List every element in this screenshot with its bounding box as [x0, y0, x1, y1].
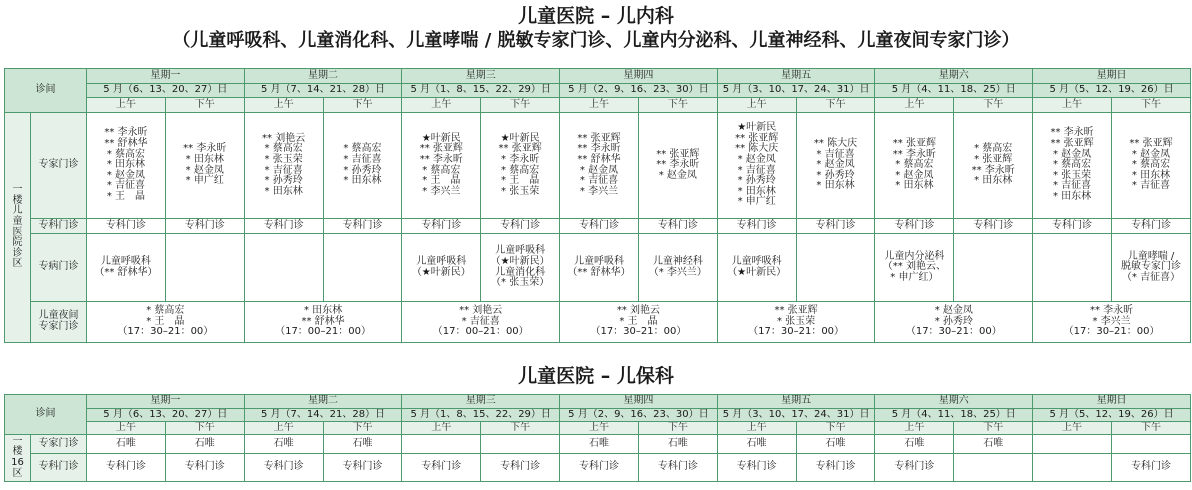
specialty-cell: 专科门诊: [402, 219, 481, 234]
day-dates-4: 5 月（2、9、16、23、30）日: [560, 84, 718, 98]
am-header: 上午: [87, 98, 166, 113]
disease-cell: 儿童呼吸科 （** 舒林华）: [87, 234, 166, 302]
specialty-cell: 专科门诊: [717, 454, 796, 482]
specialty-cell: 专科门诊: [481, 219, 560, 234]
specialty-cell: 专科门诊: [87, 454, 166, 482]
am-header: 上午: [717, 422, 796, 435]
disease-cell: 儿童神经科 （* 李兴兰）: [638, 234, 717, 302]
specialty-cell: 专科门诊: [560, 219, 639, 234]
night-cell: ** 刘艳云 * 王 晶 （17：30–21：00）: [560, 302, 718, 343]
pm-header: 下午: [323, 422, 402, 435]
day-dates-6: 5 月（4、11、18、25）日: [875, 409, 1033, 422]
pm-header: 下午: [796, 98, 875, 113]
day-name: 星期五: [781, 395, 812, 407]
specialty-cell: 专科门诊: [1111, 219, 1190, 234]
day-name: 星期六: [938, 395, 969, 407]
specialty-cell: 专科门诊: [717, 219, 796, 234]
night-cell: * 蔡高宏 * 王 晶 （17：30–21：00）: [87, 302, 245, 343]
disease-cell: [323, 234, 402, 302]
expert-cell: 石唯: [244, 435, 323, 454]
day-dates-2: 5 月（7、14、21、28）日: [244, 409, 402, 422]
day-dates-1: 5 月（6、13、20、27）日: [87, 409, 245, 422]
floor-label: 一 楼 儿 童 医 院 诊 区: [5, 113, 31, 343]
night-cell: * 田东林 ** 舒林华 （17：00–21：00）: [244, 302, 402, 343]
expert-cell: [402, 435, 481, 454]
corner-label: 诊间: [5, 395, 87, 435]
day-name: 星期日: [1096, 395, 1127, 407]
day-header-5: [717, 395, 875, 409]
pm-header: 下午: [954, 98, 1033, 113]
day-header-4: [560, 395, 718, 409]
am-header: 上午: [244, 98, 323, 113]
day-name: 星期四: [623, 69, 654, 81]
day-name: 星期三: [465, 395, 496, 407]
disease-cell: 儿童呼吸科 （★叶新民）: [717, 234, 796, 302]
expert-cell: ★叶新民 ** 张亚辉 ** 陈大庆 * 赵金凤 * 吉征喜 * 孙秀玲 * 田东林 * 申广红: [717, 113, 796, 219]
expert-cell: 石唯: [875, 435, 954, 454]
day-dates-5: 5 月（3、10、17、24、31）日: [717, 84, 875, 98]
pm-header: 下午: [796, 422, 875, 435]
pm-header: 下午: [165, 98, 244, 113]
day-header-7: [1033, 69, 1191, 84]
pediatrics-schedule-table: [4, 68, 1191, 343]
day-dates-3: 5 月（1、8、15、22、29）日: [402, 409, 560, 422]
disease-cell: [796, 234, 875, 302]
pm-header: 下午: [481, 98, 560, 113]
row-label-specialty: 专科门诊: [31, 454, 87, 482]
day-name: 星期三: [465, 69, 496, 81]
specialty-cell: 专科门诊: [244, 219, 323, 234]
specialty-cell: [1033, 454, 1112, 482]
day-header-1: [87, 69, 245, 84]
disease-cell: 儿童呼吸科 （★叶新民）: [402, 234, 481, 302]
expert-cell: ** 李永昕 * 田东林 * 赵金凤 * 申广红: [165, 113, 244, 219]
day-dates-6: 5 月（4、11、18、25）日: [875, 84, 1033, 98]
page-subtitle: （儿童呼吸科、儿童消化科、儿童哮喘 / 脱敏专家门诊、儿童内分泌科、儿童神经科、儿童夜间专家门诊）: [172, 30, 1020, 51]
day-header-2: [244, 395, 402, 409]
day-header-6: [875, 395, 1033, 409]
am-header: 上午: [244, 422, 323, 435]
day-name: 星期二: [308, 395, 339, 407]
specialty-cell: 专科门诊: [638, 454, 717, 482]
expert-cell: 石唯: [560, 435, 639, 454]
row-label-night: 儿童夜间 专家门诊: [31, 302, 87, 343]
disease-cell: 儿童呼吸科 （** 舒林华）: [560, 234, 639, 302]
specialty-cell: 专科门诊: [875, 219, 954, 234]
disease-cell: 儿童呼吸科 （★叶新民） 儿童消化科 （* 张玉荣）: [481, 234, 560, 302]
expert-cell: ** 李永昕 ** 舒林华 * 蔡高宏 * 田东林 * 赵金凤 * 吉征喜 * 王 晶: [87, 113, 166, 219]
expert-cell: * 蔡高宏 * 张亚辉 ** 李永昕 * 田东林: [954, 113, 1033, 219]
expert-cell: 石唯: [323, 435, 402, 454]
pm-header: 下午: [481, 422, 560, 435]
pm-header: 下午: [323, 98, 402, 113]
am-header: 上午: [402, 98, 481, 113]
row-label-disease: 专病门诊: [31, 234, 87, 302]
pm-header: 下午: [1111, 422, 1190, 435]
day-dates-1: 5 月（6、13、20、27）日: [87, 84, 245, 98]
day-name: 星期五: [781, 69, 812, 81]
expert-cell: ★叶新民 ** 张亚辉 ** 李永昕 * 蔡高宏 * 王 晶 * 李兴兰: [402, 113, 481, 219]
day-header-5: [717, 69, 875, 84]
am-header: 上午: [87, 422, 166, 435]
day-name: 星期一: [150, 69, 181, 81]
day-header-6: [875, 69, 1033, 84]
specialty-cell: 专科门诊: [796, 454, 875, 482]
expert-cell: ** 陈大庆 * 吉征喜 * 赵金凤 * 孙秀玲 * 田东林: [796, 113, 875, 219]
specialty-cell: 专科门诊: [638, 219, 717, 234]
am-header: 上午: [560, 98, 639, 113]
day-header-7: [1033, 395, 1191, 409]
day-header-3: [402, 69, 560, 84]
specialty-cell: 专科门诊: [165, 219, 244, 234]
day-dates-4: 5 月（2、9、16、23、30）日: [560, 409, 718, 422]
disease-cell: [244, 234, 323, 302]
expert-cell: 石唯: [165, 435, 244, 454]
pm-header: 下午: [638, 422, 717, 435]
expert-cell: ** 张亚辉 * 赵金凤 * 蔡高宏 * 田东林 * 吉征喜: [1111, 113, 1190, 219]
expert-cell: * 蔡高宏 * 吉征喜 * 孙秀玲 * 田东林: [323, 113, 402, 219]
expert-cell: ** 李永昕 ** 张亚辉 * 赵金凤 * 蔡高宏 * 张玉荣 * 吉征喜 * 田东林: [1033, 113, 1112, 219]
pm-header: 下午: [638, 98, 717, 113]
pm-header: 下午: [165, 422, 244, 435]
day-name: 星期二: [308, 69, 339, 81]
floor-label: 一 楼 16 区: [5, 435, 31, 482]
section-title: 儿童医院 – 儿保科: [518, 365, 674, 387]
expert-cell: ** 张亚辉 ** 李永昕 * 蔡高宏 * 赵金凤 * 田东林: [875, 113, 954, 219]
disease-cell: 儿童哮喘 / 脱敏专家门诊 （* 吉征喜）: [1111, 234, 1190, 302]
expert-cell: [1111, 435, 1190, 454]
am-header: 上午: [717, 98, 796, 113]
specialty-cell: 专科门诊: [796, 219, 875, 234]
night-cell: * 赵金凤 * 孙秀玲 （17：30–21：00）: [875, 302, 1033, 343]
day-header-3: [402, 395, 560, 409]
specialty-cell: 专科门诊: [323, 454, 402, 482]
specialty-cell: 专科门诊: [402, 454, 481, 482]
expert-cell: 石唯: [87, 435, 166, 454]
pm-header: 下午: [954, 422, 1033, 435]
specialty-cell: 专科门诊: [87, 219, 166, 234]
day-name: 星期四: [623, 395, 654, 407]
disease-cell: [165, 234, 244, 302]
night-cell: ** 李永昕 * 李兴兰 （17：30–21：00）: [1033, 302, 1191, 343]
night-cell: ** 张亚辉 * 张玉荣 （17：30–21：00）: [717, 302, 875, 343]
expert-cell: ** 刘艳云 * 蔡高宏 * 张玉荣 * 吉征喜 * 孙秀玲 * 田东林: [244, 113, 323, 219]
row-label-expert: 专家门诊: [31, 113, 87, 219]
pm-header: 下午: [1111, 98, 1190, 113]
am-header: 上午: [560, 422, 639, 435]
expert-cell: 石唯: [796, 435, 875, 454]
disease-cell: [954, 234, 1033, 302]
day-dates-2: 5 月（7、14、21、28）日: [244, 84, 402, 98]
day-dates-7: 5 月（5、12、19、26）日: [1033, 84, 1191, 98]
day-name: 星期六: [938, 69, 969, 81]
am-header: 上午: [875, 422, 954, 435]
expert-cell: 石唯: [954, 435, 1033, 454]
expert-cell: [481, 435, 560, 454]
am-header: 上午: [1033, 422, 1112, 435]
day-header-1: [87, 395, 245, 409]
disease-cell: [1033, 234, 1112, 302]
specialty-cell: 专科门诊: [244, 454, 323, 482]
specialty-cell: 专科门诊: [954, 219, 1033, 234]
row-label-specialty: 专科门诊: [31, 219, 87, 234]
expert-cell: ★叶新民 ** 张亚辉 * 李永昕 * 蔡高宏 * 王 晶 * 张玉荣: [481, 113, 560, 219]
day-dates-7: 5 月（5、12、19、26）日: [1033, 409, 1191, 422]
day-header-2: [244, 69, 402, 84]
expert-cell: 石唯: [638, 435, 717, 454]
specialty-cell: 专科门诊: [481, 454, 560, 482]
expert-cell: ** 张亚辉 ** 李永昕 * 赵金凤: [638, 113, 717, 219]
row-label-expert: 专家门诊: [31, 435, 87, 454]
specialty-cell: [954, 454, 1033, 482]
corner-label: 诊间: [5, 69, 87, 113]
child-health-schedule-table: [4, 394, 1191, 482]
am-header: 上午: [875, 98, 954, 113]
am-header: 上午: [402, 422, 481, 435]
day-dates-5: 5 月（3、10、17、24、31）日: [717, 409, 875, 422]
specialty-cell: 专科门诊: [323, 219, 402, 234]
day-header-4: [560, 69, 718, 84]
disease-cell: 儿童内分泌科 （** 刘艳云、 * 申广红）: [875, 234, 954, 302]
specialty-cell: 专科门诊: [1111, 454, 1190, 482]
day-name: 星期日: [1096, 69, 1127, 81]
specialty-cell: 专科门诊: [165, 454, 244, 482]
specialty-cell: 专科门诊: [875, 454, 954, 482]
day-dates-3: 5 月（1、8、15、22、29）日: [402, 84, 560, 98]
expert-cell: ** 张亚辉 ** 李永昕 ** 舒林华 * 赵金凤 * 吉征喜 * 李兴兰: [560, 113, 639, 219]
am-header: 上午: [1033, 98, 1112, 113]
expert-cell: 石唯: [717, 435, 796, 454]
specialty-cell: 专科门诊: [1033, 219, 1112, 234]
page-title: 儿童医院 – 儿内科: [518, 5, 674, 27]
day-name: 星期一: [150, 395, 181, 407]
expert-cell: [1033, 435, 1112, 454]
specialty-cell: 专科门诊: [560, 454, 639, 482]
night-cell: ** 刘艳云 * 吉征喜 （17：00–21：00）: [402, 302, 560, 343]
